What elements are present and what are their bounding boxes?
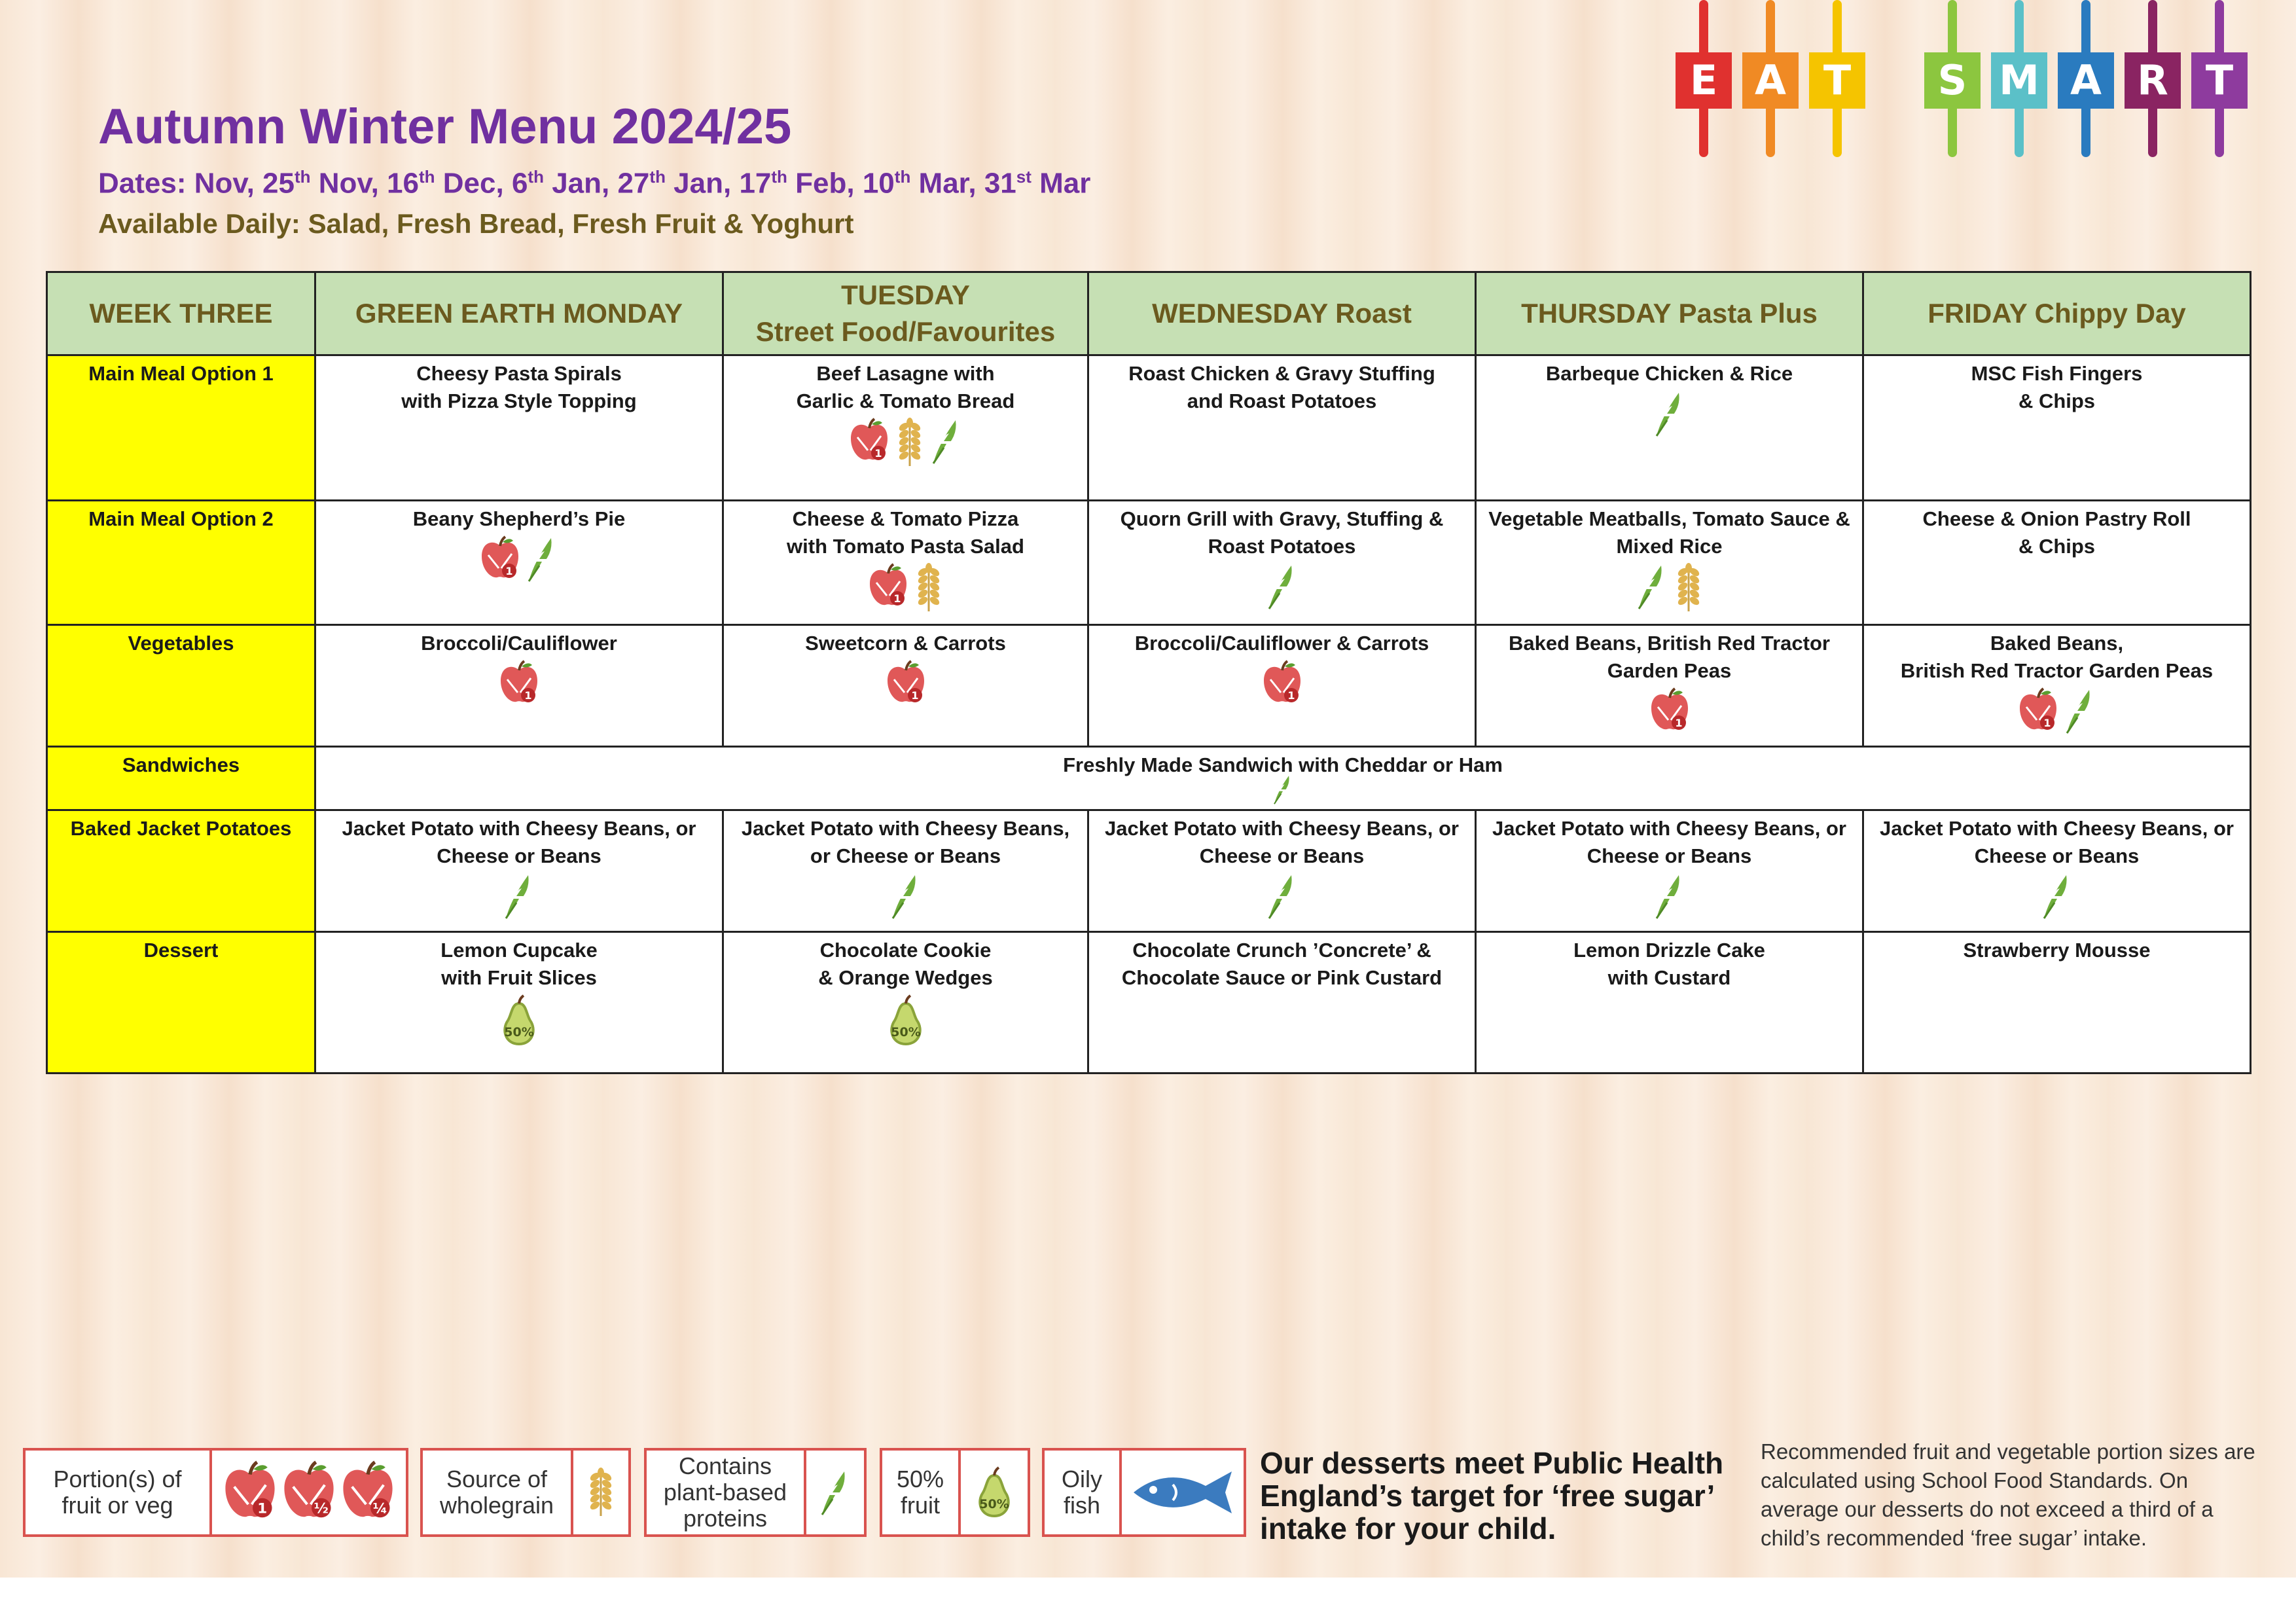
diet-icons	[321, 535, 717, 590]
meal-text: & Orange Wedges	[818, 966, 993, 989]
date-suffix: th	[771, 167, 787, 187]
diet-icons	[729, 563, 1082, 620]
meal-text: Baked Beans, British Red Tractor	[1509, 632, 1830, 655]
meal-text: Cheese or Beans	[1199, 844, 1365, 867]
pear-icon	[961, 1451, 1028, 1534]
leaf-icon	[929, 418, 963, 475]
meal-text: Garlic & Tomato Bread	[796, 389, 1015, 412]
svg-text:1: 1	[1287, 689, 1295, 702]
meal-cell	[1476, 501, 1863, 625]
svg-text:1: 1	[257, 1500, 268, 1517]
leaf-icon	[1653, 873, 1687, 927]
legend-plant-label: Contains plant-based proteins	[647, 1451, 806, 1534]
day-name: THURSDAY Pasta Plus	[1521, 298, 1818, 329]
svg-text:1: 1	[505, 565, 513, 577]
day-header	[723, 272, 1088, 355]
diet-icons	[321, 660, 717, 713]
meal-text: Garden Peas	[1607, 659, 1732, 682]
logo-letter-tile: M	[1991, 52, 2047, 109]
apple-portion-icon	[498, 660, 540, 713]
week-label: WEEK THREE	[47, 272, 315, 355]
sugar-statement: Our desserts meet Public Health England’s target for ‘free sugar’ intake for your child.	[1260, 1446, 1724, 1545]
meal-text: Jacket Potato with Cheesy Beans, or	[1105, 817, 1459, 840]
meal-text: & Chips	[2018, 389, 2096, 412]
meal-text: Jacket Potato with Cheesy Beans, or	[1492, 817, 1846, 840]
meal-cell	[1088, 810, 1476, 932]
logo-letter-tile: R	[2125, 52, 2181, 109]
day-header	[315, 272, 723, 355]
meal-text: Strawberry Mousse	[1963, 939, 2151, 962]
meal-text: Roast Potatoes	[1208, 535, 1356, 558]
date-suffix: th	[649, 167, 666, 187]
wheat-icon	[1673, 563, 1704, 620]
eat-smart-logo	[1676, 0, 2265, 170]
diet-icons	[729, 994, 1082, 1054]
menu-row	[47, 932, 2251, 1074]
meal-text: Cheese or Beans	[1587, 844, 1752, 867]
apple-portion-icon	[479, 535, 521, 590]
svg-text:1: 1	[1674, 717, 1683, 729]
meal-cell	[1863, 501, 2251, 625]
date-text: Dates: Nov, 25	[98, 167, 295, 200]
row-label: Sandwiches	[47, 747, 315, 810]
meal-text: Cheese & Tomato Pizza	[792, 507, 1019, 530]
day-header	[1863, 272, 2251, 355]
menu-table	[46, 271, 2251, 1074]
date-text: Mar	[1031, 167, 1091, 200]
meal-cell	[1088, 625, 1476, 747]
diet-icons	[321, 873, 717, 927]
meal-text: Mixed Rice	[1616, 535, 1723, 558]
meal-cell	[1476, 810, 1863, 932]
svg-text:¼: ¼	[372, 1500, 387, 1517]
meal-cell	[315, 501, 723, 625]
menu-row	[47, 625, 2251, 747]
available-daily: Available Daily: Salad, Fresh Bread, Fresh Fruit & Yoghurt	[98, 208, 854, 239]
svg-text:1: 1	[524, 689, 532, 702]
diet-icons	[321, 994, 717, 1054]
meal-text: Broccoli/Cauliflower & Carrots	[1134, 632, 1429, 655]
meal-text: MSC Fish Fingers	[1971, 362, 2143, 385]
meal-cell	[1863, 932, 2251, 1074]
apple-portion-icon	[1649, 687, 1691, 740]
meal-cell	[1863, 355, 2251, 501]
meal-cell	[723, 625, 1088, 747]
meal-cell	[315, 625, 723, 747]
svg-text:1: 1	[910, 689, 919, 702]
row-label: Main Meal Option 2	[47, 501, 315, 625]
row-label: Vegetables	[47, 625, 315, 747]
meal-text: Roast Chicken & Gravy Stuffing	[1128, 362, 1435, 385]
legend-apple-icons	[212, 1451, 406, 1534]
svg-text:1: 1	[2043, 717, 2051, 729]
date-suffix: th	[294, 167, 311, 187]
meal-text: Cheese or Beans	[437, 844, 601, 867]
day-name: GREEN EARTH MONDAY	[355, 298, 683, 329]
meal-cell	[723, 355, 1088, 501]
apple-portion-icon	[848, 418, 890, 475]
meal-cell	[1088, 355, 1476, 501]
meal-cell	[315, 932, 723, 1074]
meal-cell	[723, 501, 1088, 625]
legend-portion	[23, 1448, 408, 1537]
day-header-row	[47, 272, 2251, 355]
leaf-icon	[525, 535, 559, 590]
diet-icons	[1094, 660, 1469, 713]
row-label: Baked Jacket Potatoes	[47, 810, 315, 932]
date-text: Nov, 16	[310, 167, 419, 200]
meal-text: Sweetcorn & Carrots	[805, 632, 1006, 655]
date-text: Dec, 6	[435, 167, 528, 200]
apple-portion-icon	[867, 563, 909, 620]
diet-icons	[1482, 873, 1857, 927]
logo-letter-tile: T	[2191, 52, 2248, 109]
meal-text: Barbeque Chicken & Rice	[1545, 362, 1793, 385]
meal-text: Cheesy Pasta Spirals	[416, 362, 622, 385]
apple-portion-icon	[281, 1460, 337, 1525]
meal-cell	[723, 810, 1088, 932]
diet-icons	[1482, 687, 1857, 740]
legend-oily-fish	[1042, 1448, 1246, 1537]
svg-text:50%: 50%	[890, 1025, 921, 1039]
meal-text: Vegetable Meatballs, Tomato Sauce &	[1488, 507, 1850, 530]
menu-row	[47, 810, 2251, 932]
svg-text:50%: 50%	[504, 1025, 534, 1039]
meal-text: Quorn Grill with Gravy, Stuffing &	[1120, 507, 1444, 530]
logo-letter-tile: A	[1742, 52, 1799, 109]
leaf-icon	[2040, 873, 2074, 927]
meal-cell	[1476, 932, 1863, 1074]
day-header	[1476, 272, 1863, 355]
diet-icons	[729, 418, 1082, 475]
meal-text: Jacket Potato with Cheesy Beans, or	[1880, 817, 2234, 840]
meal-cell	[315, 355, 723, 501]
pear-icon	[883, 994, 929, 1054]
meal-text: Lemon Drizzle Cake	[1573, 939, 1765, 962]
meal-text: Chocolate Crunch ’Concrete’ &	[1132, 939, 1431, 962]
diet-icons	[1869, 873, 2244, 927]
svg-text:50%: 50%	[979, 1497, 1009, 1511]
meal-text: Beany Shepherd’s Pie	[412, 507, 626, 530]
diet-icons	[1869, 687, 2244, 742]
legend-plant	[644, 1448, 867, 1537]
logo-letter-tile: T	[1809, 52, 1865, 109]
leaf-icon	[502, 873, 536, 927]
day-name: TUESDAY	[841, 280, 970, 310]
meal-text: Chocolate Sauce or Pink Custard	[1121, 966, 1443, 989]
meal-text: Cheese & Onion Pastry Roll	[1922, 507, 2191, 530]
legend-fruit50-label: 50% fruit	[882, 1451, 961, 1534]
day-name: WEDNESDAY Roast	[1152, 298, 1412, 329]
meal-text: Freshly Made Sandwich with Cheddar or Ham	[1063, 753, 1503, 776]
meal-text: Cheese or Beans	[1974, 844, 2140, 867]
meal-cell	[723, 932, 1088, 1074]
meal-text: with Custard	[1607, 966, 1731, 989]
svg-text:1: 1	[874, 447, 882, 460]
meal-text: or Cheese or Beans	[810, 844, 1001, 867]
leaf-icon	[806, 1451, 864, 1534]
wheat-icon	[894, 418, 925, 475]
meal-cell	[1476, 355, 1863, 501]
date-suffix: th	[528, 167, 544, 187]
portion-note: Recommended fruit and vegetable portion sizes are calculated using School Food Standards. On average our desserts do not exceed a third of a child’s recommended ‘free sugar’ intake.	[1761, 1439, 2255, 1550]
date-text: Jan, 17	[665, 167, 772, 200]
date-suffix: th	[419, 167, 435, 187]
wheat-icon	[573, 1451, 628, 1534]
apple-portion-icon	[222, 1460, 278, 1525]
row-label: Dessert	[47, 932, 315, 1074]
meal-text: Jacket Potato with Cheesy Beans,	[741, 817, 1070, 840]
menu-row	[47, 355, 2251, 501]
meal-cell	[1863, 625, 2251, 747]
meal-text: Jacket Potato with Cheesy Beans, or	[342, 817, 696, 840]
pear-icon	[496, 994, 542, 1054]
meal-cell	[1088, 932, 1476, 1074]
svg-text:½: ½	[314, 1500, 329, 1517]
meal-text: and Roast Potatoes	[1187, 389, 1377, 412]
svg-text:1: 1	[893, 592, 901, 605]
leaf-icon	[1653, 390, 1687, 444]
leaf-icon	[2063, 687, 2097, 742]
leaf-icon	[1635, 563, 1669, 620]
menu-row	[47, 501, 2251, 625]
date-text: Mar, 31	[910, 167, 1016, 200]
meal-text: Chocolate Cookie	[819, 939, 992, 962]
date-text: Feb, 10	[787, 167, 895, 200]
leaf-icon	[889, 873, 923, 927]
apple-portion-icon	[1261, 660, 1303, 713]
diet-icons	[1094, 873, 1469, 927]
meal-text: British Red Tractor Garden Peas	[1900, 659, 2214, 682]
day-theme: Street Food/Favourites	[755, 316, 1056, 347]
meal-cell	[1863, 810, 2251, 932]
diet-icons	[729, 873, 1082, 927]
legend-oily-label: Oily fish	[1045, 1451, 1122, 1534]
meal-text: with Pizza Style Topping	[401, 389, 637, 412]
apple-portion-icon	[885, 660, 927, 713]
meal-text: Broccoli/Cauliflower	[421, 632, 617, 655]
wheat-icon	[913, 563, 944, 620]
sandwich-cell	[315, 747, 2251, 810]
meal-text: with Fruit Slices	[441, 966, 597, 989]
meal-text: Beef Lasagne with	[816, 362, 995, 385]
day-name: FRIDAY Chippy Day	[1928, 298, 2186, 329]
apple-portion-icon	[340, 1460, 396, 1525]
meal-text: & Chips	[2018, 535, 2096, 558]
meal-text: Lemon Cupcake	[440, 939, 598, 962]
legend-fruit50	[880, 1448, 1030, 1537]
diet-icons	[1482, 563, 1857, 620]
legend-portion-label: Portion(s) of fruit or veg	[26, 1451, 212, 1534]
meal-cell	[1476, 625, 1863, 747]
row-label: Main Meal Option 1	[47, 355, 315, 501]
meal-cell	[1088, 501, 1476, 625]
diet-icons	[1094, 563, 1469, 617]
fish-icon	[1122, 1451, 1244, 1534]
logo-letter-tile: S	[1924, 52, 1981, 109]
date-text: Jan, 27	[543, 167, 650, 200]
day-header	[1088, 272, 1476, 355]
legend-wholegrain-label: Source of wholegrain	[423, 1451, 573, 1534]
bottom-strip	[0, 1578, 2296, 1624]
leaf-icon	[1265, 563, 1299, 617]
date-suffix: st	[1016, 167, 1031, 187]
meal-text: Baked Beans,	[1990, 632, 2124, 655]
page-title: Autumn Winter Menu 2024/25	[98, 99, 792, 154]
diet-icons	[729, 660, 1082, 713]
leaf-icon	[321, 774, 2244, 805]
menu-dates	[98, 167, 1090, 200]
apple-portion-icon	[2017, 687, 2059, 742]
logo-letter-tile: A	[2058, 52, 2114, 109]
logo-letter-tile: E	[1676, 52, 1732, 109]
meal-text: with Tomato Pasta Salad	[787, 535, 1024, 558]
legend-wholegrain	[420, 1448, 631, 1537]
leaf-icon	[1265, 873, 1299, 927]
meal-cell	[315, 810, 723, 932]
diet-icons	[1482, 390, 1857, 444]
date-suffix: th	[894, 167, 911, 187]
menu-row	[47, 747, 2251, 810]
